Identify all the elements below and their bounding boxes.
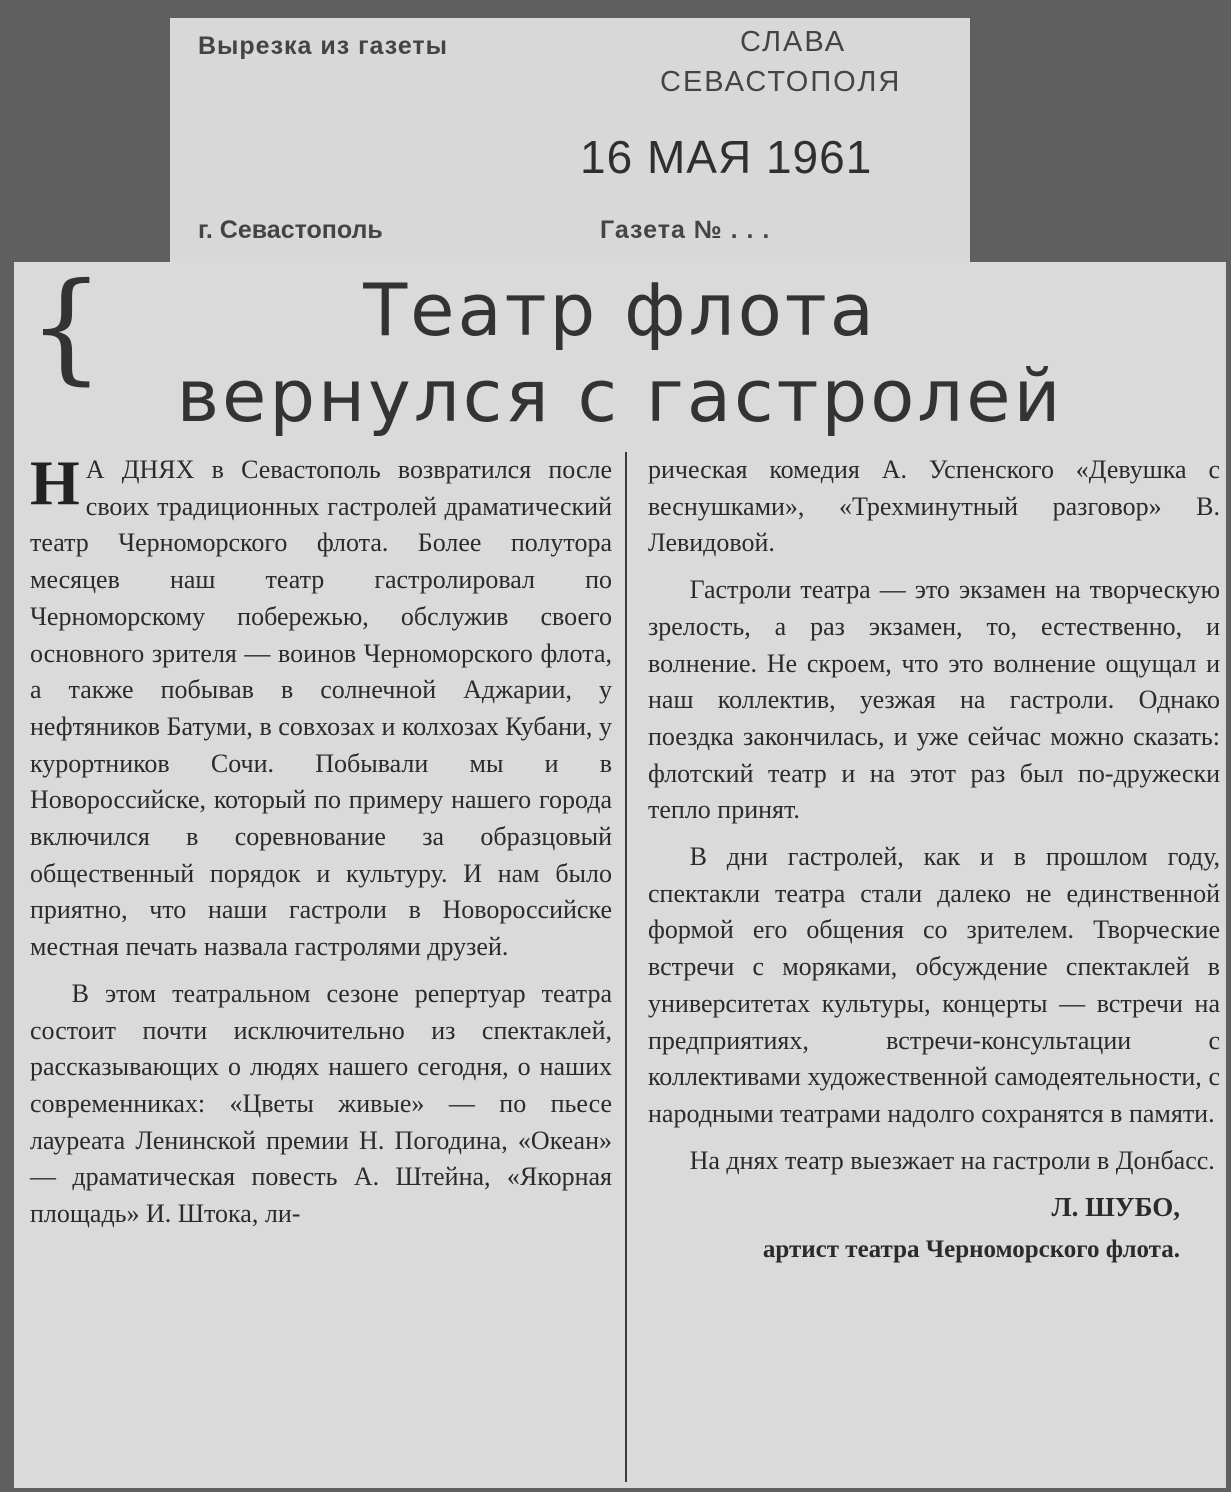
paragraph-text: А ДНЯХ в Севастополь возвратился после своих традиционных гастролей драматический театр Черноморского флота. Более полутора месяцев наш театр гастролировал по Черноморскому побережью, обслужив своего основного зрителя — воинов Черноморского флота, а также побывав в солнечной Аджарии, у нефтяников Батуми, в совхозах и колхозах Кубани, у курортников Сочи. Побывали мы и в Новороссийске, который по примеру нашего города включился в соревнование за образцовый общественный порядок и культуру. И нам было приятно, что наши гастроли в Новороссийске местная печать назвала гастролями друзей. — [30, 455, 612, 962]
drop-cap: Н — [30, 447, 80, 518]
paragraph: На днях театр выезжает на гастроли в Донбасс. — [689, 1145, 1215, 1175]
paragraph: Гастроли театра — это экзамен на творческую зрелость, а раз экзамен, то, естественно, и волнение. Не скроем, что это волнение ощущал и наш коллектив, уезжая на гастроли. Однако поездка закончилась, и уже сейчас можно сказать: флотский театр и на этот раз был по-дружески тепло принят. — [648, 575, 1220, 825]
city-label: г. Севастополь — [198, 216, 383, 244]
author-role: артист театра Черноморского флота. — [762, 1236, 1180, 1264]
article-column-right — [648, 452, 1220, 1269]
brace-mark-icon: { — [28, 258, 105, 397]
column-divider — [625, 452, 627, 1482]
author-name: Л. ШУБО, — [1051, 1192, 1180, 1223]
cut-label: Вырезка из газеты — [198, 32, 448, 60]
byline — [648, 1189, 1220, 1268]
paragraph: рическая комедия А. Успенского «Девушка с веснушками», «Трехминутный разговор» В. Левидовой. — [648, 455, 1220, 558]
issue-label: Газета № . . . — [600, 216, 771, 244]
article-title-line1: Театр флота — [363, 268, 877, 352]
date-stamp: 16 МАЯ 1961 — [580, 131, 873, 183]
newspaper-clipping — [14, 258, 1226, 1488]
newspaper-name-line2: СЕВАСТОПОЛЯ — [660, 66, 902, 98]
newspaper-name-line1: СЛАВА — [740, 26, 847, 58]
article-column-left — [30, 447, 612, 1233]
article-title-line2: вернулся с гастролей — [176, 354, 1064, 438]
paragraph: В дни гастролей, как и в прошлом году, спектакли театра стали далеко не единственной формой его общения со зрителем. Творческие встречи с моряками, обсуждение спектаклей в университетах культуры, концерты — встречи на предприятиях, встречи-консультации с коллективами художественной самодеятельности, с народными театрами надолго сохранятся в памяти. — [648, 842, 1220, 1128]
clipping-label-slip — [170, 18, 970, 268]
paragraph: В этом театральном сезоне репертуар театра состоит почти исключительно из спектаклей, рассказывающих о людях нашего сегодня, о наших современниках: «Цветы живые» — по пьесе лауреата Ленинской премии Н. Погодина, «Океан» — драматическая повесть А. Штейна, «Якорная площадь» И. Штока, ли- — [30, 978, 612, 1229]
paragraph — [30, 447, 612, 966]
